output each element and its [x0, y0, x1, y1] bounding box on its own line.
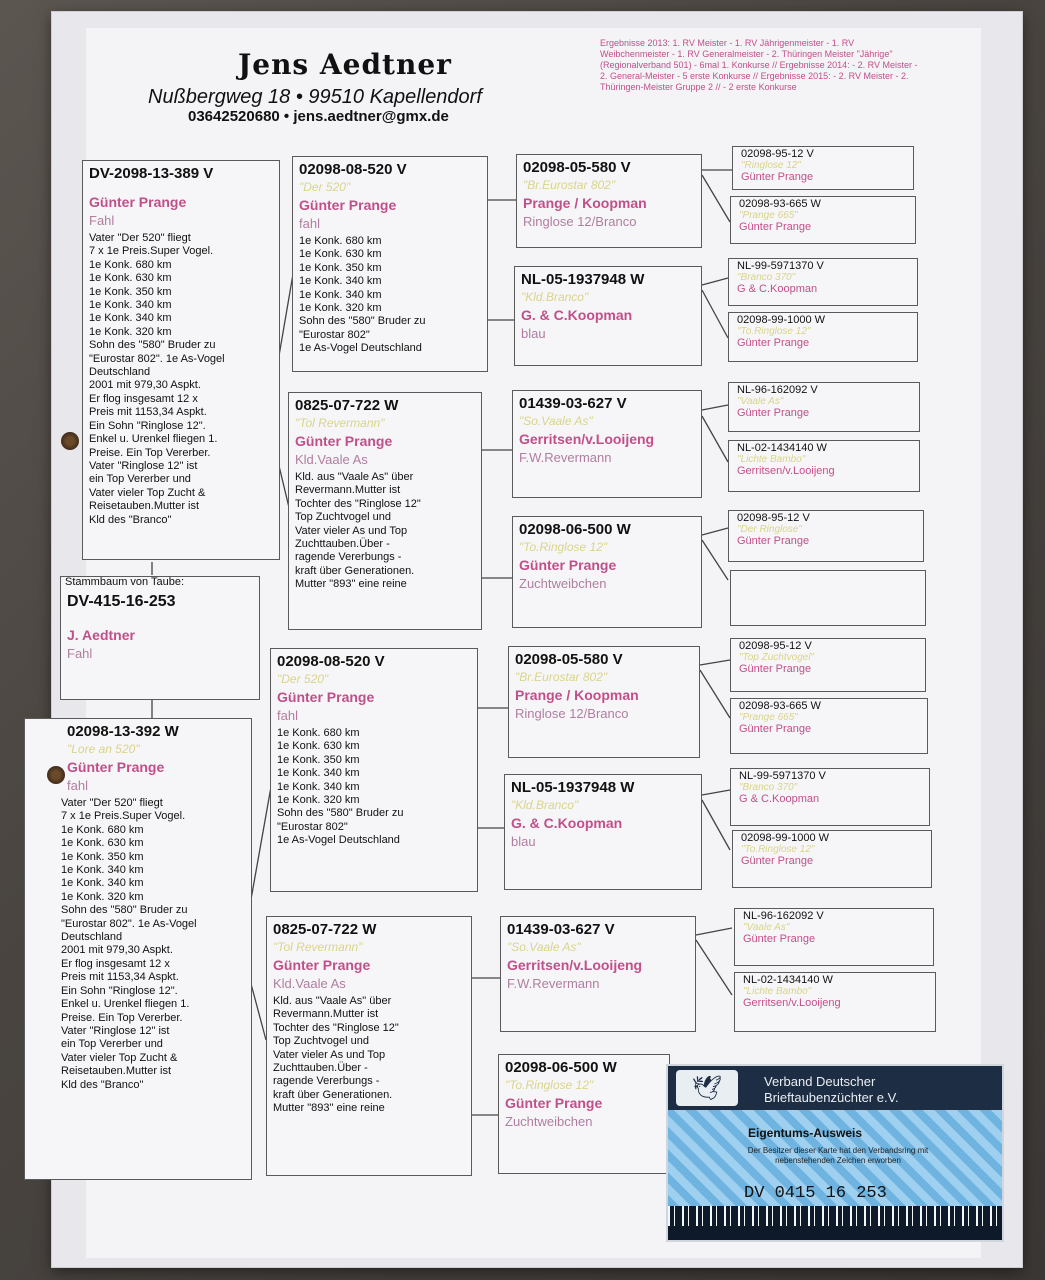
- gen4-nickname: "Lichte Bambo": [743, 986, 812, 997]
- breeder-address: Nußbergweg 18 • 99510 Kapellendorf: [148, 86, 482, 108]
- dam-box: [24, 718, 252, 1180]
- gen4-breeder: Gerritsen/v.Looijeng: [737, 465, 835, 477]
- gen4-box-14: [734, 972, 936, 1032]
- gen2-box-4: [266, 916, 472, 1176]
- gen3-breeder: Prange / Koopman: [515, 687, 639, 703]
- card-title: Eigentums-Ausweis: [748, 1126, 863, 1140]
- sire-description: Vater "Der 520" fliegt 7 x 1e Preis.Super Vogel. 1e Konk. 680 km 1e Konk. 630 km 1e Konk. 350 km 1e Konk. 340 km 1e Konk. 340 km 1e Konk. 320 km Sohn des "580" Bruder zu "Eurostar 802". 1e As-Vogel Deutschland 2001 mit 979,30 Aspkt. Er flog insgesamt 12 x Preis mit 1153,34 Aspkt. Ein Sohn "Ringlose 12". Enkel u. Urenkel fliegen 1. Preise. Ein Top Vererber. Vater "Ringlose 12" ist ein Top Vererber und Vater vieler Top Zucht & Reisetauben.Mutter ist Kld des "Branco": [89, 232, 225, 526]
- gen3-ring: 02098-06-500 W: [519, 521, 631, 538]
- gen4-ring: 02098-93-665 W: [739, 198, 821, 210]
- gen2-ring: 02098-08-520 V: [299, 161, 407, 178]
- gen4-box-10: [730, 698, 928, 754]
- gen4-nickname: "Lichte Bambo": [737, 454, 806, 465]
- subject-ring: DV-415-16-253: [67, 593, 176, 610]
- gen4-ring: 02098-95-12 V: [739, 640, 812, 652]
- gen3-ring: NL-05-1937948 W: [511, 779, 635, 796]
- gen4-box-12: [732, 830, 932, 888]
- gen4-breeder: Günter Prange: [741, 855, 814, 867]
- sire-breeder: Günter Prange: [89, 194, 187, 210]
- gen4-box-9: [730, 638, 926, 692]
- dam-ring: 02098-13-392 W: [67, 723, 179, 740]
- gen2-breeder: Günter Prange: [273, 957, 371, 973]
- gen3-box-6: [504, 774, 702, 890]
- gen3-ring: 02098-05-580 V: [523, 159, 631, 176]
- gen3-breeder: Gerritsen/v.Looijeng: [507, 957, 643, 973]
- gen2-breeder: Günter Prange: [277, 689, 375, 705]
- gen4-ring: NL-99-5971370 V: [739, 770, 826, 782]
- gen2-ring: 0825-07-722 W: [273, 921, 377, 938]
- gen3-box-2: [514, 266, 702, 366]
- gen4-breeder: Günter Prange: [737, 337, 810, 349]
- gen3-box-4: [512, 516, 702, 628]
- subject-color: Fahl: [67, 646, 93, 661]
- gen3-ring: NL-05-1937948 W: [521, 271, 645, 288]
- gen3-nickname: "Br.Eurostar 802": [523, 178, 616, 192]
- gen3-breeder: Günter Prange: [505, 1095, 603, 1111]
- ownership-card: [666, 1064, 1004, 1242]
- card-subtitle: Der Besitzer dieser Karte hat den Verbandsring mit nebenstehenden Zeichen erworben: [747, 1146, 929, 1165]
- gen4-box-2: [730, 196, 916, 244]
- gen4-ring: NL-96-162092 V: [737, 384, 818, 396]
- gen3-color: blau: [521, 326, 546, 341]
- gen4-nickname: "To.Ringlose 12": [741, 844, 815, 855]
- gen3-nickname: "Kld.Branco": [511, 798, 579, 812]
- gen4-ring: NL-96-162092 V: [743, 910, 824, 922]
- gen4-ring: NL-99-5971370 V: [737, 260, 824, 272]
- gen3-breeder: Günter Prange: [519, 557, 617, 573]
- gen4-nickname: "Branco 370": [737, 272, 796, 283]
- gen3-ring: 01439-03-627 V: [519, 395, 627, 412]
- gen2-description: 1e Konk. 680 km 1e Konk. 630 km 1e Konk. 350 km 1e Konk. 340 km 1e Konk. 340 km 1e Konk. 320 km Sohn des "580" Bruder zu "Eurostar 802" 1e As-Vogel Deutschland: [299, 235, 426, 355]
- results-text: Ergebnisse 2013: 1. RV Meister - 1. RV Jährigenmeister - 1. RV Weibchenmeister - 1. RV Generalmeister - 2. Thüringen Meister "Jährige" (Regionalverband 501) - 6mal 1. Konkurse // Ergebnisse 2014: - 2. RV Meister - 2. General-Meister - 5 erste Konkurse // Ergebnisse 2015: - 2. RV Meister - 2. Thüringen-Meister Gruppe 2 // - 2 erste Konkurse: [600, 38, 918, 92]
- gen2-description: Kld. aus "Vaale As" über Revermann.Mutter ist Tochter des "Ringlose 12" Top Zuchtvogel und Vater vieler As und Top Zuchttauben.Über - ragende Vererbungs - kraft über Generationen. Mutter "893" eine reine: [273, 995, 399, 1115]
- gen2-box-1: [292, 156, 488, 372]
- gen4-breeder: G & C.Koopman: [739, 793, 820, 805]
- gen2-breeder: Günter Prange: [295, 433, 393, 449]
- punch-hole-bottom: [47, 766, 65, 784]
- gen3-color: blau: [511, 834, 536, 849]
- gen4-ring: 02098-99-1000 W: [737, 314, 826, 326]
- card-barcode: [668, 1206, 1002, 1226]
- gen4-breeder: Günter Prange: [739, 221, 812, 233]
- punch-hole-top: [61, 432, 79, 450]
- gen4-ring: 02098-95-12 V: [741, 148, 814, 160]
- gen2-description: Kld. aus "Vaale As" über Revermann.Mutter ist Tochter des "Ringlose 12" Top Zuchtvogel und Vater vieler As und Top Zuchttauben.Über - ragende Vererbungs - kraft über Generationen. Mutter "893" eine reine: [295, 471, 421, 591]
- gen3-color: Ringlose 12/Branco: [515, 706, 629, 721]
- gen3-breeder: Gerritsen/v.Looijeng: [519, 431, 655, 447]
- gen3-ring: 02098-05-580 V: [515, 651, 623, 668]
- gen2-ring: 0825-07-722 W: [295, 397, 399, 414]
- gen2-nickname: "Tol Revermann": [273, 940, 363, 954]
- breeder-contact: 03642520680 • jens.aedtner@gmx.de: [188, 108, 449, 125]
- gen2-nickname: "Tol Revermann": [295, 416, 385, 430]
- dam-color: fahl: [67, 778, 88, 793]
- gen4-nickname: "Branco 370": [739, 782, 798, 793]
- gen4-breeder: Günter Prange: [743, 933, 816, 945]
- gen2-description: 1e Konk. 680 km 1e Konk. 630 km 1e Konk. 350 km 1e Konk. 340 km 1e Konk. 340 km 1e Konk. 320 km Sohn des "580" Bruder zu "Eurostar 802" 1e As-Vogel Deutschland: [277, 727, 404, 847]
- gen2-breeder: Günter Prange: [299, 197, 397, 213]
- gen3-nickname: "So.Vaale As": [507, 940, 581, 954]
- gen3-nickname: "Kld.Branco": [521, 290, 589, 304]
- gen4-nickname: "Prange 665": [739, 210, 798, 221]
- gen3-box-3: [512, 390, 702, 498]
- gen3-breeder: G. & C.Koopman: [511, 815, 623, 831]
- sire-color: Fahl: [89, 213, 115, 228]
- gen2-box-3: [270, 648, 478, 892]
- subject-box: [60, 576, 260, 700]
- subject-label: Stammbaum von Taube:: [65, 576, 185, 588]
- gen3-box-7: [500, 916, 696, 1032]
- gen4-box-13: [734, 908, 934, 966]
- gen4-breeder: Günter Prange: [739, 663, 812, 675]
- gen4-box-8-empty: [730, 570, 926, 626]
- gen2-ring: 02098-08-520 V: [277, 653, 385, 670]
- gen2-nickname: "Der 520": [299, 180, 351, 194]
- dam-description: Vater "Der 520" fliegt 7 x 1e Preis.Super Vogel. 1e Konk. 680 km 1e Konk. 630 km 1e Konk. 350 km 1e Konk. 340 km 1e Konk. 340 km 1e Konk. 320 km Sohn des "580" Bruder zu "Eurostar 802". 1e As-Vogel Deutschland 2001 mit 979,30 Aspkt. Er flog insgesamt 12 x Preis mit 1153,34 Aspkt. Ein Sohn "Ringlose 12". Enkel u. Urenkel fliegen 1. Preise. Ein Top Vererber. Vater "Ringlose 12" ist ein Top Vererber und Vater vieler Top Zucht & Reisetauben.Mutter ist Kld des "Branco": [61, 797, 197, 1091]
- sire-box: [82, 160, 280, 560]
- gen3-color: F.W.Revermann: [507, 976, 600, 991]
- gen3-ring: 01439-03-627 V: [507, 921, 615, 938]
- gen4-breeder: Günter Prange: [739, 723, 812, 735]
- gen4-nickname: "To.Ringlose 12": [737, 326, 811, 337]
- gen4-ring: 02098-93-665 W: [739, 700, 821, 712]
- gen4-box-7: [728, 510, 924, 562]
- gen3-nickname: "So.Vaale As": [519, 414, 593, 428]
- card-ring-number: DV 0415 16 253: [744, 1184, 887, 1203]
- gen2-color: fahl: [299, 216, 320, 231]
- gen3-color: Ringlose 12/Branco: [523, 214, 637, 229]
- gen4-box-1: [732, 146, 914, 190]
- gen3-breeder: Prange / Koopman: [523, 195, 647, 211]
- gen2-color: Kld.Vaale As: [295, 452, 368, 467]
- gen3-color: F.W.Revermann: [519, 450, 612, 465]
- gen4-breeder: Günter Prange: [737, 407, 810, 419]
- gen4-nickname: "Der Ringlose": [737, 524, 802, 535]
- gen4-nickname: "Top Zuchtvogel": [739, 652, 815, 663]
- gen4-ring: NL-02-1434140 W: [737, 442, 827, 454]
- gen4-box-4: [728, 312, 918, 362]
- gen3-nickname: "To.Ringlose 12": [519, 540, 608, 554]
- gen2-color: fahl: [277, 708, 298, 723]
- gen4-nickname: "Ringlose 12": [741, 160, 801, 171]
- gen4-ring: 02098-99-1000 W: [741, 832, 830, 844]
- gen4-breeder: Gerritsen/v.Looijeng: [743, 997, 841, 1009]
- gen4-box-3: [728, 258, 918, 306]
- gen3-box-1: [516, 154, 702, 248]
- gen3-box-8: [498, 1054, 670, 1174]
- gen3-ring: 02098-06-500 W: [505, 1059, 617, 1076]
- gen2-color: Kld.Vaale As: [273, 976, 346, 991]
- gen4-ring: NL-02-1434140 W: [743, 974, 833, 986]
- dove-logo-icon: 🕊: [676, 1070, 738, 1106]
- gen4-nickname: "Vaale As": [737, 396, 784, 407]
- gen2-box-2: [288, 392, 482, 630]
- gen4-nickname: "Prange 665": [739, 712, 798, 723]
- gen4-breeder: Günter Prange: [737, 535, 810, 547]
- dam-nickname: "Lore an 520": [67, 742, 140, 756]
- subject-breeder: J. Aedtner: [67, 627, 135, 643]
- gen3-nickname: "Br.Eurostar 802": [515, 670, 608, 684]
- gen4-breeder: Günter Prange: [741, 171, 814, 183]
- breeder-name: Jens Aedtner: [238, 48, 452, 81]
- gen3-nickname: "To.Ringlose 12": [505, 1078, 594, 1092]
- gen2-nickname: "Der 520": [277, 672, 329, 686]
- gen4-nickname: "Vaale As": [743, 922, 790, 933]
- gen4-breeder: G & C.Koopman: [737, 283, 818, 295]
- gen3-box-5: [508, 646, 700, 758]
- gen3-color: Zuchtweibchen: [505, 1114, 593, 1129]
- gen4-box-5: [728, 382, 920, 432]
- gen4-ring: 02098-95-12 V: [737, 512, 810, 524]
- dam-breeder: Günter Prange: [67, 759, 165, 775]
- card-organization: Verband Deutscher Brieftaubenzüchter e.V.: [764, 1074, 899, 1105]
- sire-ring: DV-2098-13-389 V: [89, 165, 214, 182]
- gen4-box-11: [730, 768, 930, 826]
- gen4-box-6: [728, 440, 920, 492]
- gen3-breeder: G. & C.Koopman: [521, 307, 633, 323]
- gen3-color: Zuchtweibchen: [519, 576, 607, 591]
